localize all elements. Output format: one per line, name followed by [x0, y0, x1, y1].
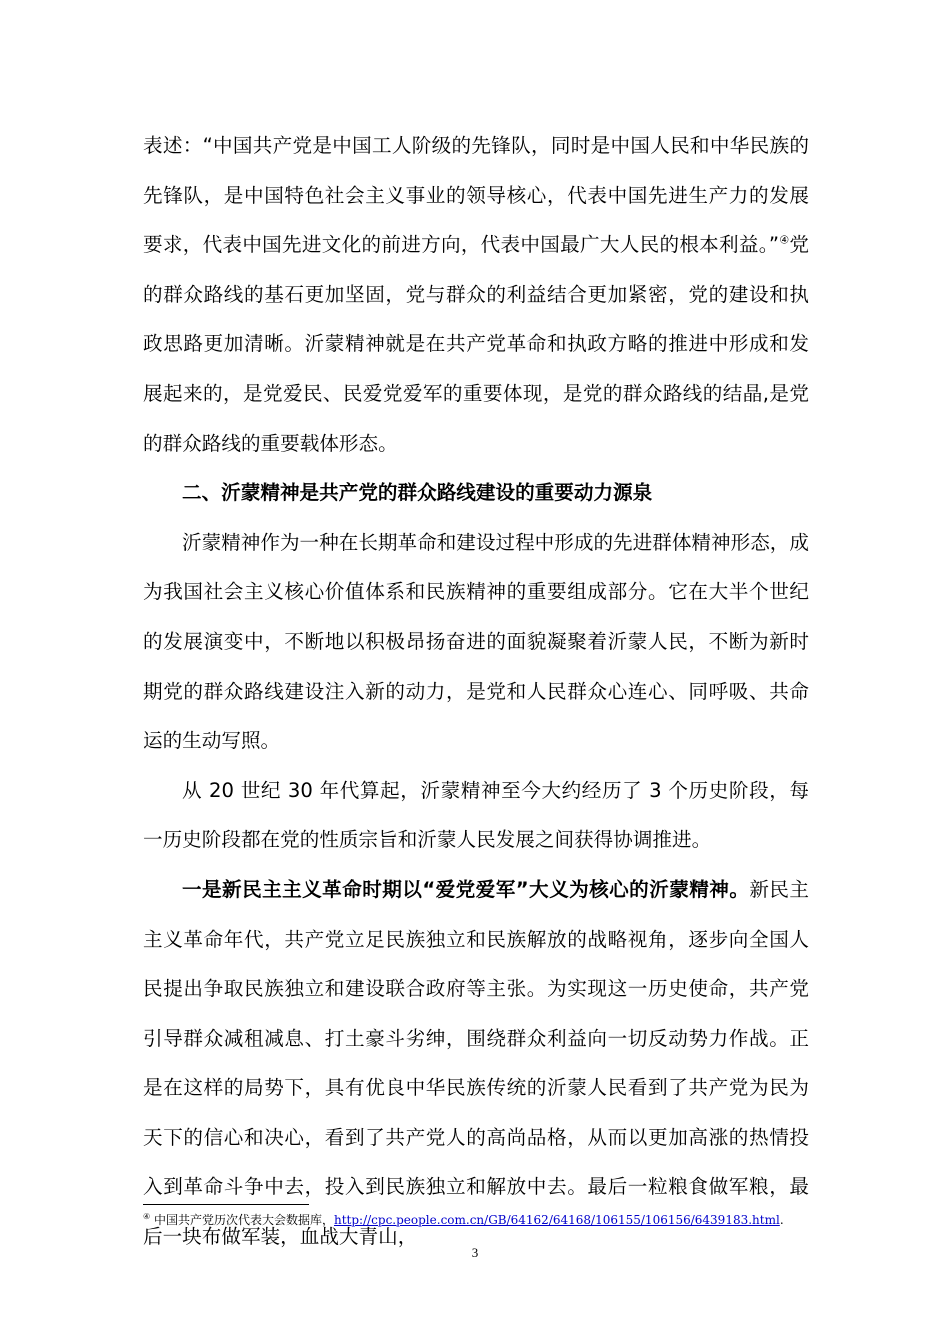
footnote-reference[interactable]: ④ [778, 233, 790, 247]
footnote [143, 1211, 843, 1229]
footnote-trailing: . [779, 1213, 784, 1227]
footnote-text: 中国共产党历次代表大会数据库， [150, 1213, 334, 1227]
page-number: 3 [471, 1245, 479, 1260]
footnote-mark: ④ [143, 1212, 151, 1221]
paragraph: 从 20 世纪 30 年代算起，沂蒙精神至今大约经历了 3 个历史阶段，每一历史阶段都在党的性质宗旨和沂蒙人民发展之间获得协调推进。 [143, 778, 809, 852]
paragraph: 沂蒙精神作为一种在长期革命和建设过程中形成的先进群体精神形态，成为我国社会主义核心价值体系和民族精神的重要组成部分。它在大半个世纪的发展演变中，不断地以积极昂扬奋进的面貌凝聚着沂蒙人民，不断为新时期党的群众路线建设注入新的动力，是党和人民群众心连心、同呼吸、共命运的生动写照。 [143, 530, 809, 753]
paragraph-text: 党的群众路线的基石更加坚固，党与群众的利益结合更加紧密，党的建设和执政思路更加清晰。沂蒙精神就是在共产党革命和执政方略的推进中形成和发展起来的，是党爱民、民爱党爱军的重要体现，是党的群众路线的结晶,是党的群众路线的重要载体形态。 [143, 233, 809, 455]
paragraph-lead: 一是新民主主义革命时期以“爱党爱军”大义为核心的沂蒙精神。 [182, 877, 750, 901]
footnote-link[interactable]: http://cpc.people.com.cn/GB/64162/64168/106155/106156/6439183.html [334, 1213, 780, 1227]
footnote-divider [143, 1204, 309, 1205]
paragraph-text: 表述：“中国共产党是中国工人阶级的先锋队，同时是中国人民和中华民族的先锋队，是中国特色社会主义事业的领导核心，代表中国先进生产力的发展要求，代表中国先进文化的前进方向，代表中国最广大人民的根本利益。” [143, 134, 809, 257]
section-heading: 二、沂蒙精神是共产党的群众路线建设的重要动力源泉 [182, 481, 653, 505]
paragraph-text: 新民主主义革命年代，共产党立足民族独立和民族解放的战略视角，逐步向全国人民提出争取民族独立和建设联合政府等主张。为实现这一历史使命，共产党引导群众减租减息、打土豪斗劣绅，围绕群众利益向一切反动势力作战。正是在这样的局势下，具有优良中华民族传统的沂蒙人民看到了共产党为民为天下的信心和决心，看到了共产党人的高尚品格，从而以更加高涨的热情投入到革命斗争中去，投入到民族独立和解放中去。最后一粒粮食做军粮，最后一块布做军装，血战大青山， [143, 877, 809, 1249]
body-text [143, 121, 809, 1262]
paragraph [143, 865, 809, 1262]
paragraph-continuation [143, 121, 809, 468]
